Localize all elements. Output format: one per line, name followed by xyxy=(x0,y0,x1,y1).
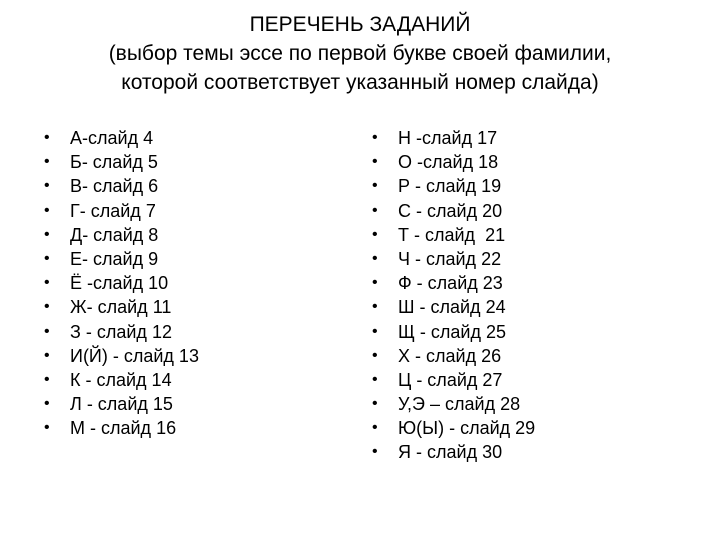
list-item-label: А-слайд 4 xyxy=(70,128,154,148)
list-item-label: О -слайд 18 xyxy=(398,152,499,173)
list-item-label: Х - слайд 26 xyxy=(398,345,502,366)
list-item-label: Ю(Ы) - слайд 29 xyxy=(398,418,536,439)
bullet-icon: • xyxy=(44,129,50,146)
list-item-label: Ш - слайд 24 xyxy=(398,297,506,318)
bullet-icon: • xyxy=(44,346,50,364)
bullet-icon: • xyxy=(44,153,50,171)
list-item-label: Ц - слайд 27 xyxy=(398,369,503,390)
bullet-icon: • xyxy=(372,201,378,219)
bullet-icon: • xyxy=(372,177,378,195)
list-item-label: М - слайд 16 xyxy=(70,418,177,439)
title-line-subtitle-1: (выбор темы эссе по первой букве своей фамилии, xyxy=(108,42,612,65)
list-item-label: З - слайд 12 xyxy=(70,321,172,342)
bullet-icon: • xyxy=(44,274,50,292)
list-item-label: Н -слайд 17 xyxy=(398,128,498,148)
list-item-label: Щ - слайд 25 xyxy=(398,321,506,342)
list-item-label: Ф - слайд 23 xyxy=(398,273,503,294)
list-item-label: И(Й) - слайд 13 xyxy=(70,345,199,366)
bullet-icon: • xyxy=(44,395,50,413)
bullet-icon: • xyxy=(372,225,378,243)
bullet-icon: • xyxy=(372,153,378,171)
bullet-icon: • xyxy=(44,322,50,340)
bullet-icon: • xyxy=(44,298,50,316)
bullet-icon: • xyxy=(44,201,50,219)
list-item-label: Л - слайд 15 xyxy=(70,394,173,415)
bullet-icon: • xyxy=(372,419,378,437)
title-line-heading: ПЕРЕЧЕНЬ ЗАДАНИЙ xyxy=(249,13,471,36)
list-item-label: Ч - слайд 22 xyxy=(398,248,502,269)
bullet-icon: • xyxy=(372,395,378,413)
list-item-label: Т - слайд 21 xyxy=(398,224,506,245)
bullet-icon: • xyxy=(372,249,378,267)
bullet-icon: • xyxy=(372,443,378,461)
bullet-icon: • xyxy=(44,177,50,195)
list-item-label: Е- слайд 9 xyxy=(70,248,159,269)
list-item-label: Д- слайд 8 xyxy=(70,224,159,245)
list-item-label: Р - слайд 19 xyxy=(398,176,502,197)
bullet-icon: • xyxy=(44,225,50,243)
bullet-icon: • xyxy=(372,274,378,292)
bullet-icon: • xyxy=(372,370,378,388)
list-item-label: Г- слайд 7 xyxy=(70,200,156,221)
bullet-icon: • xyxy=(372,322,378,340)
list-item-label: Б- слайд 5 xyxy=(70,152,158,173)
list-item-label: Я - слайд 30 xyxy=(398,442,503,463)
list-item-label: С - слайд 20 xyxy=(398,200,503,221)
list-item-label: Ж- слайд 11 xyxy=(70,297,172,318)
bullet-icon: • xyxy=(372,346,378,364)
bullet-icon: • xyxy=(44,370,50,388)
list-item-label: В- слайд 6 xyxy=(70,176,159,197)
slide-title xyxy=(40,10,680,97)
bullet-icon: • xyxy=(44,249,50,267)
list-item-label: Ё -слайд 10 xyxy=(70,273,169,294)
list-item-label: К - слайд 14 xyxy=(70,369,172,390)
list-item-label: У,Э – слайд 28 xyxy=(398,394,521,415)
bullet-icon: • xyxy=(372,298,378,316)
bullet-icon: • xyxy=(372,129,378,146)
bullet-icon: • xyxy=(44,419,50,437)
title-line-subtitle-2: которой соответствует указанный номер слайда) xyxy=(121,71,599,94)
